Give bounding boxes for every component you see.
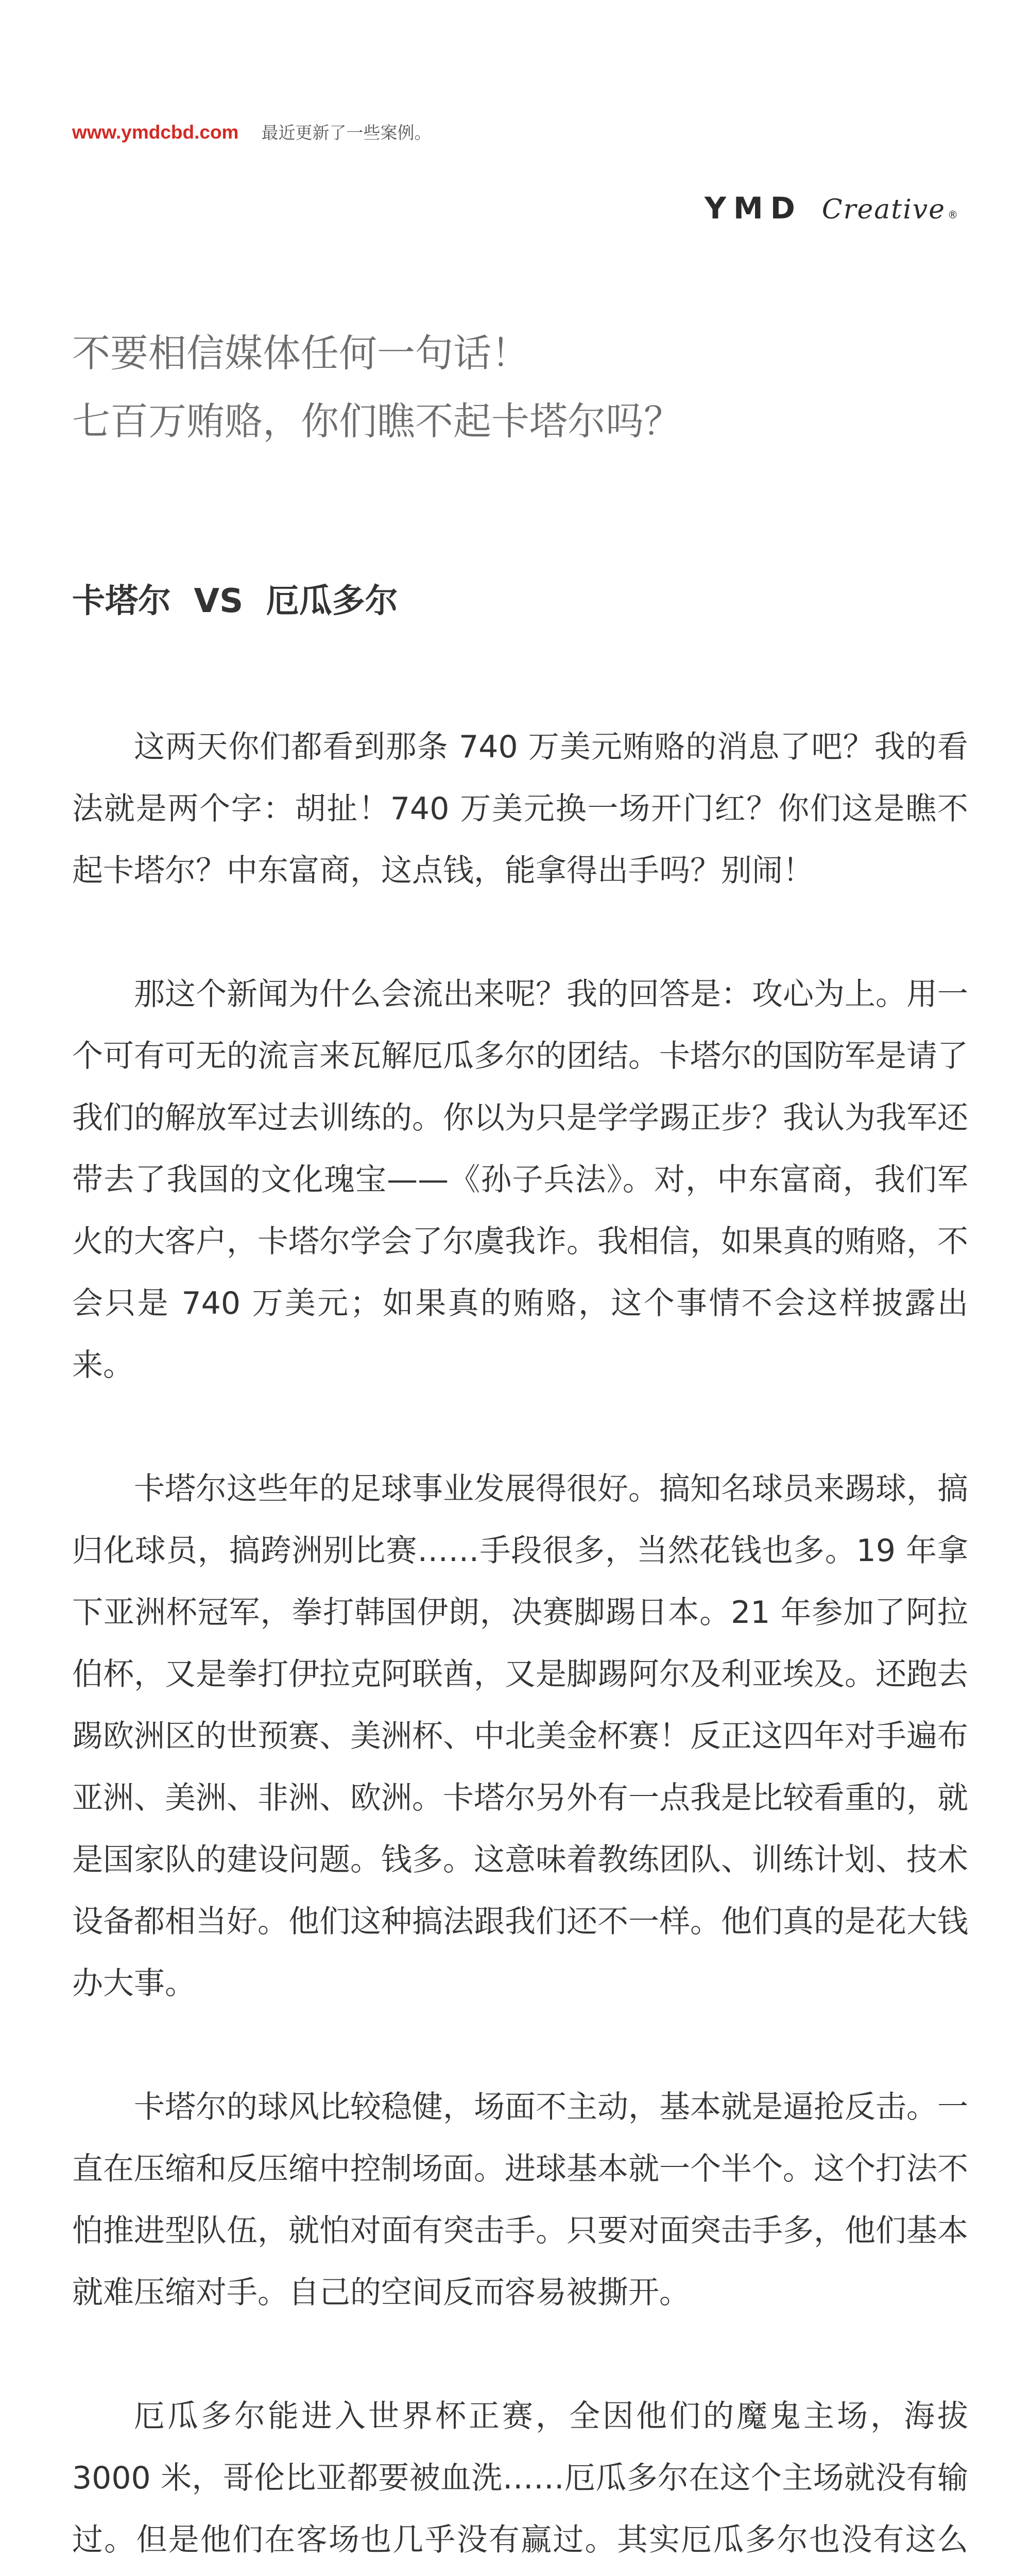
- paragraph: 这两天你们都看到那条 740 万美元贿赂的消息了吧？我的看法就是两个字：胡扯！740 万美元换一场开门红？你们这是瞧不起卡塔尔？中东富商，这点钱，能拿得出手吗？别闹！: [72, 729, 968, 889]
- paragraph: 那这个新闻为什么会流出来呢？我的回答是：攻心为上。用一个可有可无的流言来瓦解厄瓜多尔的团结。卡塔尔的国防军是请了我们的解放军过去训练的。你以为只是学学踢正步？我认为我军还带去了我国的文化瑰宝——《孙子兵法》。对，中东富商，我们军火的大客户，卡塔尔学会了尔虞我诈。我相信，如果真的贿赂，不会只是 740 万美元；如果真的贿赂，这个事情不会这样披露出来。: [72, 976, 968, 1383]
- paragraph: 卡塔尔的球风比较稳健，场面不主动，基本就是逼抢反击。一直在压缩和反压缩中控制场面。进球基本就一个半个。这个打法不怕推进型队伍，就怕对面有突击手。只要对面突击手多，他们基本就难压缩对手。自己的空间反而容易被撕开。: [72, 2089, 968, 2311]
- registered-mark: ®: [948, 209, 958, 221]
- page-headline: [72, 319, 682, 455]
- header-bar: [72, 120, 431, 144]
- site-update-note: 最近更新了一些案例。: [261, 123, 432, 143]
- paragraph: 厄瓜多尔能进入世界杯正赛，全因他们的魔鬼主场，海拔 3000 米，哥伦比亚都要被血洗……厄瓜多尔在这个主场就没有输过。但是他们在客场也几乎没有赢过。其实厄瓜多尔也没有这么: [72, 2398, 968, 2558]
- headline-line-2: 七百万贿赂，你们瞧不起卡塔尔吗？: [72, 399, 682, 444]
- logo-script-text: Creative: [821, 194, 946, 225]
- logo-main-text: YMD: [705, 191, 802, 226]
- paragraph: 卡塔尔这些年的足球事业发展得很好。搞知名球员来踢球，搞归化球员，搞跨洲别比赛……手段很多，当然花钱也多。19 年拿下亚洲杯冠军，拳打韩国伊朗，决赛脚踢日本。21 年参加了阿拉伯杯，又是拳打伊拉克阿联酋，又是脚踢阿尔及利亚埃及。还跑去踢欧洲区的世预赛、美洲杯、中北美金杯赛！反正这四年对手遍布亚洲、美洲、非洲、欧洲。卡塔尔另外有一点我是比较看重的，就是国家队的建设问题。钱多。这意味着教练团队、训练计划、技术设备都相当好。他们这种搞法跟我们还不一样。他们真的是花大钱办大事。: [72, 1471, 968, 2002]
- match-title: 卡塔尔 VS 厄瓜多尔: [72, 582, 398, 620]
- brand-logo: [705, 191, 958, 226]
- article-body: [72, 716, 968, 2576]
- headline-line-1: 不要相信媒体任何一句话！: [72, 331, 529, 376]
- site-url-link[interactable]: www.ymdcbd.com: [72, 122, 239, 143]
